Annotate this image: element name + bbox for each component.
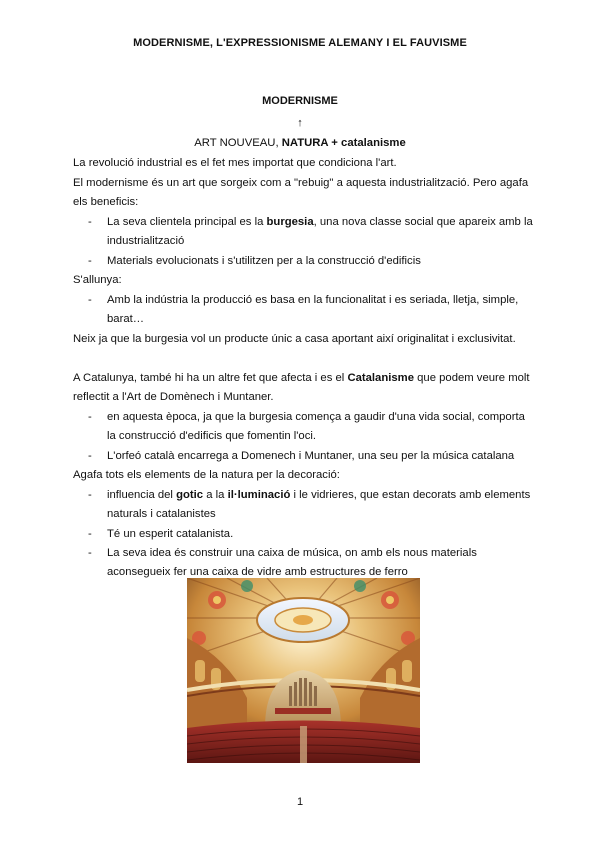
bullet-dash: -: [88, 489, 92, 501]
bullet-dash: -: [88, 216, 92, 228]
bullet-3-line-2: barat…: [107, 313, 145, 325]
bullet-4-line-2: la construcció d'edificis que fomentin l'oci.: [107, 430, 317, 442]
subtitle-plain: ART NOUVEAU,: [194, 137, 282, 149]
bullet-6-line-2: naturals i catalanistes: [107, 508, 216, 520]
bullet-1-post: , una nova classe social que apareix amb la: [313, 216, 533, 228]
bullet-6-mid: a la: [203, 489, 228, 501]
section-title: MODERNISME: [262, 95, 338, 107]
paragraph-5-line-2: reflectit a l'Art de Domènech i Muntaner.: [73, 391, 274, 403]
paragraph-5-post: que podem veure molt: [414, 372, 530, 384]
bullet-1-line-1: [107, 216, 533, 228]
paragraph-5-bold: Catalanisme: [347, 372, 414, 384]
paragraph-2-line-1: El modernisme és un art que sorgeix com a "rebuig" a aquesta industrialització. Pero agafa: [73, 177, 529, 189]
bullet-dash: -: [88, 528, 92, 540]
bullet-8-line-1: La seva idea és construir una caixa de música, on amb els nous materials: [107, 547, 477, 559]
bullet-1-bold: burgesia: [266, 216, 314, 228]
bullet-1-pre: La seva clientela principal es la: [107, 216, 267, 228]
bullet-6-bold-2: il·luminació: [227, 489, 291, 501]
bullet-dash: -: [88, 294, 92, 306]
bullet-8-line-2: aconsegueix fer una caixa de vidre amb estructures de ferro: [107, 566, 408, 578]
bullet-dash: -: [88, 450, 92, 462]
bullet-dash: -: [88, 411, 92, 423]
subtitle-bold: NATURA + catalanisme: [281, 137, 406, 149]
bullet-6-post: i le vidrieres, que estan decorats amb elements: [290, 489, 531, 501]
bullet-dash: -: [88, 255, 92, 267]
paragraph-3: S'allunya:: [73, 274, 122, 286]
bullet-6-pre: influencia del: [107, 489, 177, 501]
bullet-dash: -: [88, 547, 92, 559]
concert-hall-illustration: [187, 578, 420, 763]
concert-hall-photo: [187, 578, 420, 763]
document-title: MODERNISME, L'EXPRESSIONISME ALEMANY I EL FAUVISME: [133, 37, 467, 49]
bullet-5: L'orfeó català encarrega a Domenech i Muntaner, una seu per la música catalana: [107, 450, 515, 462]
bullet-1-line-2: industrialització: [107, 235, 185, 247]
paragraph-2-line-2: els beneficis:: [73, 196, 139, 208]
bullet-2: Materials evolucionats i s'utilitzen per a la construcció d'edificis: [107, 255, 421, 267]
page-number: 1: [296, 796, 304, 808]
paragraph-1: La revolució industrial es el fet mes importat que condiciona l'art.: [73, 157, 397, 169]
paragraph-6: Agafa tots els elements de la natura per la decoració:: [73, 469, 340, 481]
bullet-6-bold-1: gotic: [176, 489, 204, 501]
section-subtitle: [0, 137, 600, 149]
arrow-up-icon: ↑: [297, 117, 303, 129]
paragraph-5-pre: A Catalunya, també hi ha un altre fet que afecta i es el: [73, 372, 348, 384]
bullet-7: Té un esperit catalanista.: [107, 528, 234, 540]
bullet-4-line-1: en aquesta època, ja que la burgesia comença a gaudir d'una vida social, comporta: [107, 411, 525, 423]
bullet-3-line-1: Amb la indústria la producció es basa en la funcionalitat i es seriada, lletja, simple,: [107, 294, 519, 306]
bullet-6-line-1: [107, 489, 530, 501]
paragraph-5-line-1: [73, 372, 530, 384]
paragraph-4: Neix ja que la burgesia vol un producte únic a casa aportant així originalitat i exclusivitat.: [73, 333, 516, 345]
